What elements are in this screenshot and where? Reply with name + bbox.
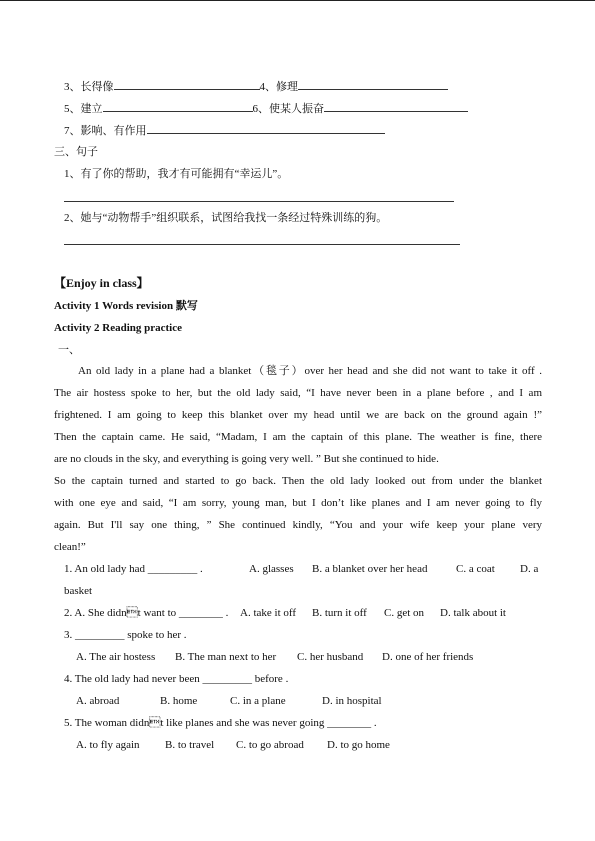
question-4-option-b[interactable]: B. home [160,695,198,707]
vocab-item-6: 6、使某人振奋 [252,103,324,115]
vocab-blank-3[interactable] [114,79,260,90]
question-4-stem: 4. The old lady had never been _________ before . [64,673,289,685]
question-5-stem: 5. The woman didnt like planes and she was never going ________ . [64,717,377,729]
vocab-item-4: 4、修理 [259,81,298,93]
passage-line: frightened. I am going to keep this blanket over my head until we are back on the ground again !” [54,409,542,421]
question-3-option-a[interactable]: A. The air hostess [76,651,156,663]
reading-passage [54,360,542,558]
question-3-stem: 3. _________ spoke to her . [64,629,187,641]
question-2-option-a[interactable]: A. take it off [240,607,297,619]
question-5-option-b[interactable]: B. to travel [165,739,215,751]
vocab-blank-5[interactable] [103,101,253,112]
sentence-1-answer-line[interactable] [64,201,454,202]
question-4-option-c[interactable]: C. in a plane [230,695,286,707]
question-5-option-c[interactable]: C. to go abroad [236,739,304,751]
activity-2: Activity 2 Reading practice [54,322,182,334]
vocab-row-1 [64,79,448,94]
passage-line: So the captain turned and started to go back. Then the old lady looked out from under the blanket [54,475,542,487]
part-one-marker: 一、 [58,344,80,356]
question-3-option-c[interactable]: C. her husband [297,651,364,663]
sentence-1: 1、有了你的帮助，我才有可能拥有“幸运儿”。 [64,168,289,180]
question-2-option-c[interactable]: C. get on [384,607,425,619]
question-1-option-c[interactable]: C. a coat [456,563,495,575]
question-2-option-d[interactable]: D. talk about it [440,607,506,619]
passage-line: Then the captain came. He said, “Madam, I am the captain of this plane. The weather is fine, there [54,431,542,443]
passage-line: with one eye and said, “I am sorry, young man, but I don’t like planes and I am never going to fly [54,497,542,509]
section3-heading: 三、句子 [54,146,98,158]
question-2-option-b[interactable]: B. turn it off [312,607,367,619]
question-1-option-b[interactable]: B. a blanket over her head [312,563,428,575]
passage-line: are no clouds in the sky, and everything is going very well. ” But she continued to hide. [54,453,439,465]
vocab-row-2 [64,101,468,116]
page-top-border [0,0,595,1]
passage-line: clean!” [54,541,86,553]
question-1-option-d-wrap: basket [64,585,93,597]
activity-1: Activity 1 Words revision 默写 [54,300,198,312]
passage-line: again. But I'll say one thing, ” She continued kindly, “You and your wife keep your plane very [54,519,542,531]
sentence-2: 2、她与“动物帮手”组织联系，试图给我找一条经过特殊训练的狗。 [64,212,388,224]
passage-line: The air hostess spoke to her, but the old lady said, “I have never been in a plane before , and I am [54,387,542,399]
question-5-option-d[interactable]: D. to go home [327,739,390,751]
question-3-option-d[interactable]: D. one of her friends [382,651,474,663]
question-1-option-d[interactable]: D. a [520,563,539,575]
vocab-row-3 [64,123,385,138]
vocab-blank-4[interactable] [298,79,448,90]
vocab-item-3: 3、长得像 [64,81,114,93]
vocab-item-5: 5、建立 [64,103,103,115]
question-5-option-a[interactable]: A. to fly again [76,739,140,751]
sentence-2-answer-line[interactable] [64,244,460,245]
enjoy-title: 【Enjoy in class】 [54,276,149,290]
vocab-blank-7[interactable] [147,123,385,134]
passage-line: An old lady in a plane had a blanket（毯子）over her head and she did not want to take it off . [78,365,542,377]
question-4-option-a[interactable]: A. abroad [76,695,120,707]
question-1-stem: 1. An old lady had _________ . [64,563,203,575]
question-1-option-a[interactable]: A. glasses [249,563,294,575]
vocab-blank-6[interactable] [324,101,468,112]
question-3-option-b[interactable]: B. The man next to her [175,651,277,663]
question-2-stem: 2. A. She didnt want to ________ . [64,607,229,619]
vocab-item-7: 7、影响、有作用 [64,125,147,137]
question-4-option-d[interactable]: D. in hospital [322,695,382,707]
